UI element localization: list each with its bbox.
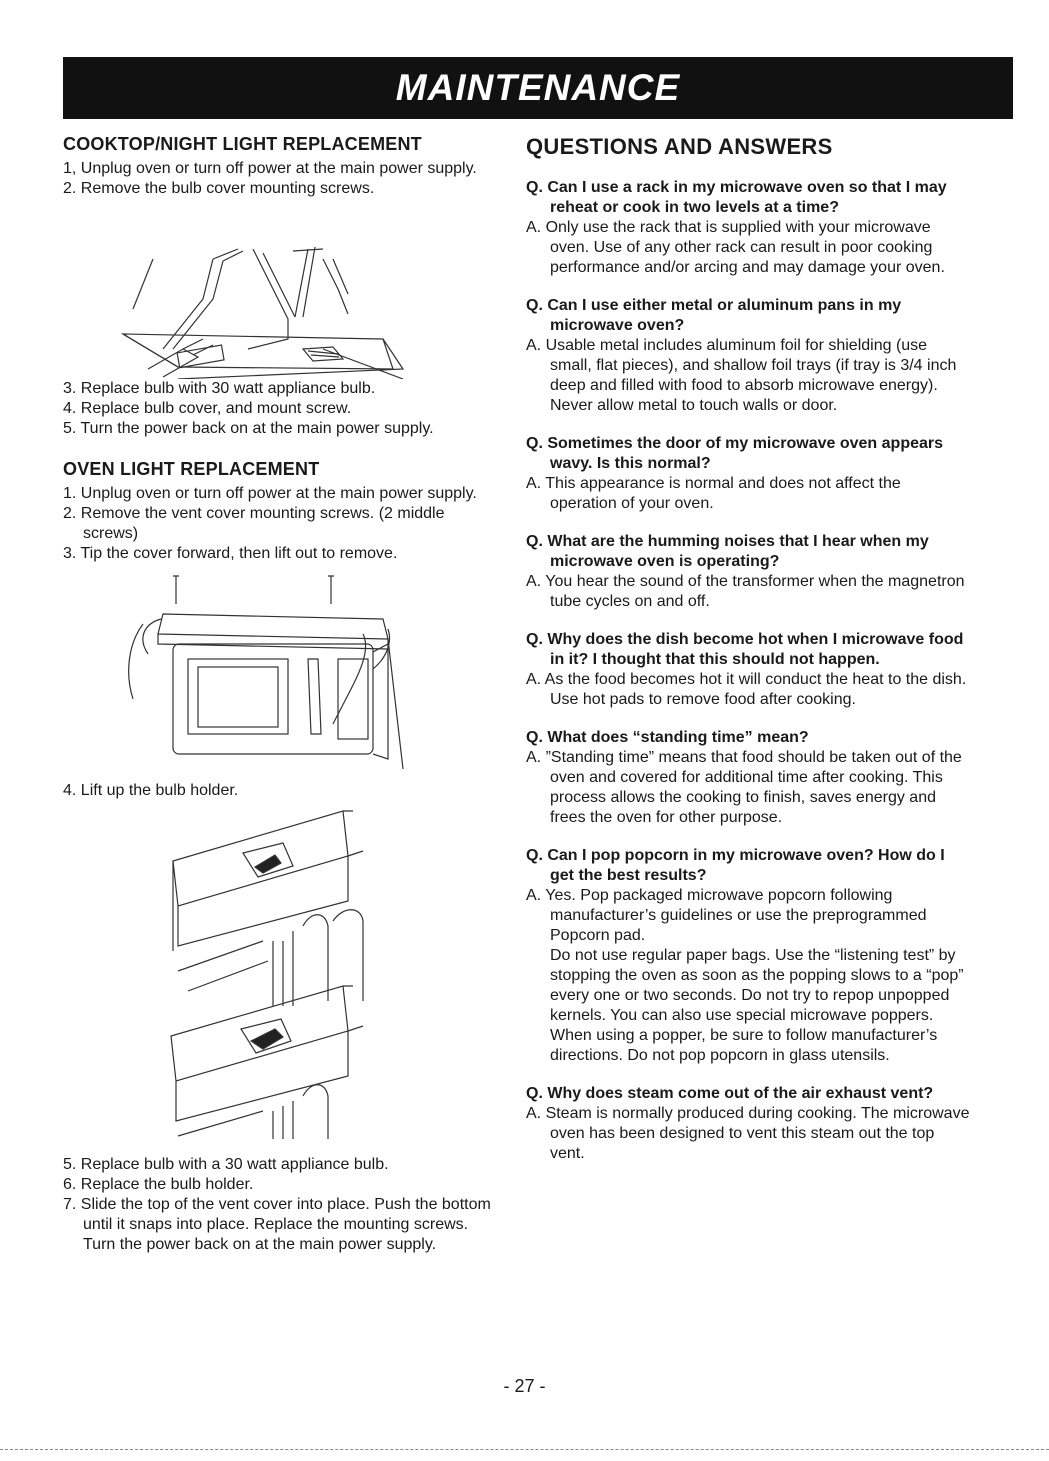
answer: A. As the food becomes hot it will conduct the heat to the dish. Use hot pads to remove food after cooking. [526,671,967,708]
qa-item [526,630,971,710]
cooktop-light-figure [63,199,503,379]
vent-cover-figure [63,564,503,769]
cooktop-step-2: 2. Remove the bulb cover mounting screws. [63,180,375,197]
question: Q. Sometimes the door of my microwave oven appears wavy. Is this normal? [526,435,944,472]
question: Q. Can I pop popcorn in my microwave oven? How do I get the best results? [526,847,945,884]
bottom-divider [0,1449,1049,1450]
answer: A. Yes. Pop packaged microwave popcorn following manufacturer’s guidelines or use the preprogrammed Popcorn pad. [526,887,927,944]
answer: A. Steam is normally produced during cooking. The microwave oven has been designed to vent this steam out the top vent. [526,1105,970,1162]
oven-step-7: 7. Slide the top of the vent cover into place. Push the bottom until it snaps into place. Replace the mounting screws. Turn the power back on at the main power supply. [63,1196,491,1253]
banner-title: MAINTENANCE [395,67,681,108]
cooktop-step-5: 5. Turn the power back on at the main power supply. [63,420,434,437]
question: Q. Why does the dish become hot when I microwave food in it? I thought that this should not happen. [526,631,964,668]
oven-step-5: 5. Replace bulb with a 30 watt appliance bulb. [63,1156,389,1173]
section-banner [63,57,1013,119]
page-number: - 27 - [503,1376,546,1396]
oven-step-4: 4. Lift up the bulb holder. [63,782,239,799]
cooktop-step-3: 3. Replace bulb with 30 watt appliance bulb. [63,380,376,397]
answer: A. ”Standing time” means that food should be taken out of the oven and covered for additional time after cooking. This process allows the cooking to finish, saves energy and frees the oven for other purpose. [526,749,962,826]
answer: A. You hear the sound of the transformer when the magnetron tube cycles on and off. [526,573,965,610]
left-column [63,134,503,1255]
qa-item [526,296,971,416]
qa-item [526,846,971,1066]
oven-step-3: 3. Tip the cover forward, then lift out to remove. [63,545,398,562]
qa-item [526,532,971,612]
qa-item [526,434,971,514]
question: Q. Can I use either metal or aluminum pans in my microwave oven? [526,297,902,334]
oven-step-2: 2. Remove the vent cover mounting screws. (2 middle screws) [63,505,445,542]
oven-step-6: 6. Replace the bulb holder. [63,1176,254,1193]
qa-item [526,728,971,828]
bulb-holder-figure [63,801,503,1141]
question: Q. What are the humming noises that I hear when my microwave oven is operating? [526,533,929,570]
question: Q. Can I use a rack in my microwave oven so that I may reheat or cook in two levels at a time? [526,179,947,216]
cooktop-title: COOKTOP/NIGHT LIGHT REPLACEMENT [63,134,422,154]
cooktop-step-1: 1, Unplug oven or turn off power at the main power supply. [63,160,477,177]
answer: A. Only use the rack that is supplied with your microwave oven. Use of any other rack can result in poor cooking performance and/or arcing and may damage your oven. [526,219,945,276]
question: Q. Why does steam come out of the air exhaust vent? [526,1085,934,1102]
oven-light-title: OVEN LIGHT REPLACEMENT [63,459,320,479]
oven-step-1: 1. Unplug oven or turn off power at the main power supply. [63,485,477,502]
right-column [526,134,971,1182]
answer: A. This appearance is normal and does not affect the operation of your oven. [526,475,901,512]
cooktop-step-4: 4. Replace bulb cover, and mount screw. [63,400,352,417]
qa-item [526,1084,971,1164]
qa-item [526,178,971,278]
question: Q. What does “standing time” mean? [526,729,809,746]
answer: A. Usable metal includes aluminum foil for shielding (use small, flat pieces), and shallow foil trays (if tray is 3/4 inch deep and filled with food to absorb microwave energy). Never allow metal to touch walls or door. [526,337,957,414]
answer-continued: Do not use regular paper bags. Use the “listening test” by stopping the oven as soon as the popping slows to a “pop” every one or two seconds. Do not try to repop unpopped kernels. You can also use special microwave poppers. When using a popper, be sure to follow manufacturer’s directions. Do not pop popcorn in glass utensils. [550,947,964,1064]
qa-title: QUESTIONS AND ANSWERS [526,134,833,159]
